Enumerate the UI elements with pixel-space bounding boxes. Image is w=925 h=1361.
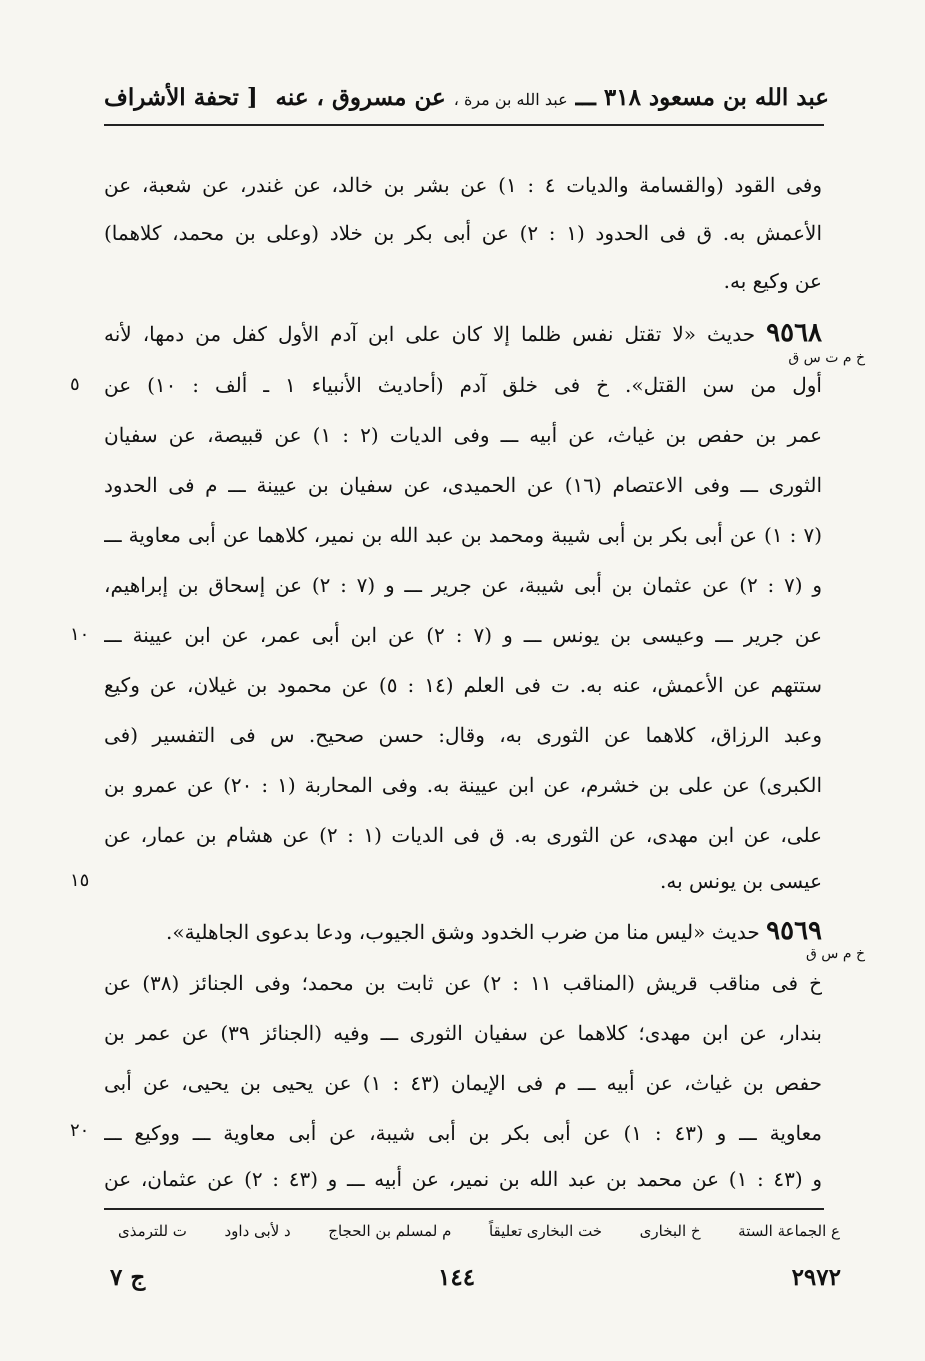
hadith-number: ٩٥٦٨	[766, 318, 822, 348]
text-line: عن وكيع به.	[723, 269, 822, 293]
line-number: ٥	[70, 374, 80, 395]
margin-sigla: خ م ت س ق	[788, 350, 865, 366]
header-book-title: [ تحفة الأشراف	[104, 84, 258, 111]
margin-sigla: خ م س ق	[805, 946, 865, 962]
header-section-title	[276, 84, 829, 111]
text-line: على، عن ابن مهدى، عن الثورى به. ق فى الديات (١ : ٢) عن هشام بن عمار، عن	[104, 823, 822, 847]
hadith-text: حديث «لا تقتل نفس ظلما إلا كان على ابن آدم الأول كفل من دمها، لأنه	[104, 322, 756, 346]
text-line: عن جرير ـــ وعيسى بن يونس ـــ و (٧ : ٢) عن ابن أبى عمر، عن ابن عيينة ـــ	[104, 623, 822, 647]
text-line: الأعمش به. ق فى الحدود (١ : ٢) عن أبى بكر بن خلاد (وعلى بن محمد، كلاهما)	[104, 221, 822, 245]
hadith-number: ٩٥٦٩	[766, 916, 822, 946]
text-line: بندار، عن ابن مهدى؛ كلاهما عن سفيان الثورى ـــ وفيه (الجنائز ٣٩) عن عمر بن	[104, 1021, 822, 1045]
header-rule	[104, 124, 824, 126]
line-number: ١٥	[70, 870, 90, 891]
text-line: عيسى بن يونس به.	[660, 869, 822, 893]
text-line: وعبد الرزاق، كلاهما عن الثورى به، وقال: حسن صحيح. س فى التفسير (فى	[104, 723, 822, 747]
text-line: عمر بن حفص بن غياث، عن أبيه ـــ وفى الديات (٢ : ١) عن قبيصة، عن سفيان	[104, 423, 822, 447]
hadith-9568-heading	[104, 316, 822, 350]
text-line: معاوية ـــ و (٤٣ : ١) عن أبى بكر بن أبى شيبة، عن أبى معاوية ـــ ووكيع ـــ	[104, 1121, 822, 1145]
legend-kha: خ البخارى	[639, 1222, 701, 1240]
text-line: حفص بن غياث، عن أبيه ـــ م فى الإيمان (٤٣ : ١) عن يحيى بن يحيى، عن أبى	[104, 1071, 822, 1095]
header-chain: عبد الله بن مرة ،	[453, 90, 568, 109]
legend-dal: د لأبى داود	[224, 1222, 291, 1240]
running-header	[104, 84, 829, 120]
text-line: أول من سن القتل». خ فى خلق آدم (أحاديث الأنبياء ١ ـ ألف : ١٠) عن	[104, 373, 822, 397]
legend-ain: ع الجماعة الستة	[738, 1222, 840, 1240]
hadith-text: حديث «ليس منا من ضرب الخدود وشق الجيوب، ودعا بدعوى الجاهلية».	[165, 920, 760, 944]
footer-rule	[104, 1208, 824, 1210]
legend-khat: خت البخارى تعليقاً	[488, 1222, 603, 1240]
text-line: الكبرى) عن على بن خشرم، عن ابن عيينة به. وفى المحاربة (١ : ٢٠) عن عمرو بن	[104, 773, 822, 797]
page-number: ١٤٤	[438, 1264, 476, 1291]
volume-number: ج ٧	[110, 1264, 146, 1291]
text-line: خ فى مناقب قريش (المناقب ١١ : ٢) عن ثابت بن محمد؛ وفى الجنائز (٣٨) عن	[104, 971, 822, 995]
line-number: ١٠	[70, 624, 90, 645]
legend-mim: م لمسلم بن الحجاج	[328, 1222, 452, 1240]
text-line: ستتهم عن الأعمش، عنه به. ت فى العلم (١٤ : ٥) عن محمود بن غيلان، عن وكيع	[104, 673, 822, 697]
line-number: ٢٠	[70, 1120, 90, 1141]
text-line: و (٤٣ : ١) عن محمد بن عبد الله بن نمير، عن أبيه ـــ و (٤٣ : ٢) عن عثمان، عن	[104, 1167, 822, 1191]
hadith-9569-heading	[104, 914, 822, 948]
text-line: الثورى ـــ وفى الاعتصام (١٦) عن الحميدى، عن سفيان بن عيينة ـــ م فى الحدود	[104, 473, 822, 497]
text-line: و (٧ : ٢) عن عثمان بن أبى شيبة، عن جرير ـــ و (٧ : ٢) عن إسحاق بن إبراهيم،	[104, 573, 822, 597]
text-line: وفى القود (والقسامة والديات ٤ : ١) عن بشر بن خالد، عن غندر، عن شعبة، عن	[104, 173, 822, 197]
header-chain-end: عن مسروق ، عنه	[275, 84, 446, 111]
sigla-legend	[118, 1222, 840, 1250]
legend-ta: ت للترمذى	[118, 1222, 187, 1240]
serial-number: ٢٩٧٢	[791, 1264, 841, 1291]
text-line: (٧ : ١) عن أبى بكر بن أبى شيبة ومحمد بن عبد الله بن نمير، كلاهما عن أبى معاوية ـــ	[104, 523, 822, 547]
header-author: عبد الله بن مسعود ٣١٨ ـــ	[575, 84, 829, 111]
